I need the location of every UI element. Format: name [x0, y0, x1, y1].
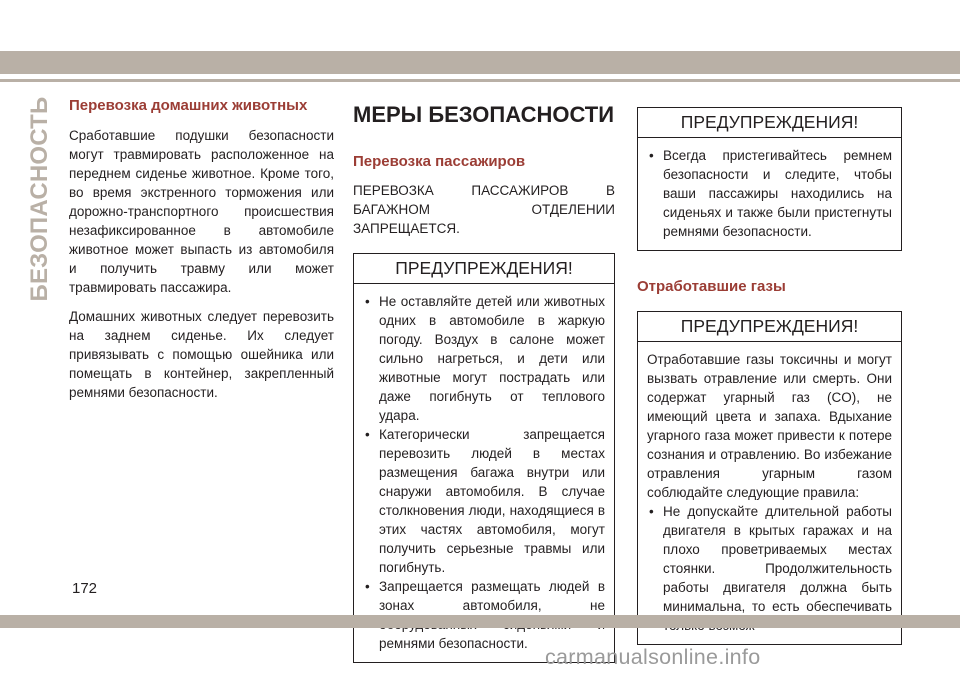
warning-bullet: • Не допускайте длительной работы двигателя в крытых гаражах и на плохо проветриваемых местах стоянки. Продолжительность работы двигателя должна быть минимальна, то есть обеспечивать — [647, 502, 892, 635]
warning-bullet: • Категорически запрещается перевозить людей в местах размещения багажа внутри или снаружи автомобиля. В случае столкновения люди, находящиеся в этих частях автомобиля, могут получить серьезные травмы или погибнуть. — [363, 425, 605, 577]
header-band — [0, 51, 960, 74]
footer-band — [0, 615, 960, 628]
pets-paragraph-2: Домашних животных следует перевозить на заднем сиденье. Их следует привязывать с помощью ошейника или помещать в контейнер, закрепленный ремнями безопасности. — [69, 309, 334, 400]
warning-box-seatbelts — [637, 107, 902, 251]
warning-header: ПРЕДУПРЕЖДЕНИЯ! — [354, 254, 614, 284]
warning-box-exhaust — [637, 311, 902, 645]
section-side-tab-label: БЕЗОПАСНОСТЬ — [26, 96, 53, 302]
watermark: carmanualsonline.info — [545, 645, 761, 669]
section-title: МЕРЫ БЕЗОПАСНОСТИ — [353, 102, 615, 127]
warning-body — [638, 342, 901, 644]
page-number: 172 — [72, 580, 98, 597]
warning-bullet: • Всегда пристегивайтесь ремнем безопасности и следите, чтобы ваши пассажиры находились на сиденьях и также были пристегнуты ремнями безопасности. — [647, 146, 892, 241]
warning-box-passengers — [353, 253, 615, 663]
warning-bullet: • Запрещается размещать людей в зонах автомобиля, не ремнями безопасности. — [363, 577, 605, 653]
header-rule — [0, 79, 960, 82]
passengers-paragraph: ПЕРЕВОЗКА ПАССАЖИРОВ В БАГАЖНОМ ОТДЕЛЕНИИ ЗАПРЕЩАЕТСЯ. — [353, 183, 615, 236]
warning-body — [638, 138, 901, 250]
warning-intro: Отработавшие газы токсичны и могут вызвать отравление или смерть. Они содержат угарный газ (CO), не имеющий цвета и запаха. Вдыхание угарного газа может привести к потере сознания и отравлению. Во избежание отравления угарным газом соблюдайте следующие правила: — [647, 352, 892, 500]
warning-bullet: • Не оставляйте детей или животных одних в автомобиле в жаркую погоду. Воздух в салоне может сильно нагреться, и дети или животные могут пострадать или даже погибнуть от теплового удара. — [363, 292, 605, 425]
exhaust-subheading: Отработавшие газы — [637, 278, 786, 295]
pets-paragraph-1: Сработавшие подушки безопасности могут травмировать расположенное на переднем сиденье животное. Кроме того, во время экстренного торможения или дорожно-транспортного происшествия незафиксированное в автомобиле животное может выпасть из автомобиля и получить травму или может травмировать пассажира. — [69, 128, 334, 295]
column-right — [637, 107, 902, 645]
passengers-subheading: Перевозка пассажиров — [353, 153, 526, 170]
warning-header: ПРЕДУПРЕЖДЕНИЯ! — [638, 108, 901, 138]
column-middle — [353, 96, 615, 663]
warning-body — [354, 284, 614, 662]
pets-subheading: Перевозка домашних животных — [69, 97, 308, 114]
section-side-tab — [26, 96, 53, 302]
column-left — [69, 96, 334, 402]
warning-header: ПРЕДУПРЕЖДЕНИЯ! — [638, 312, 901, 342]
